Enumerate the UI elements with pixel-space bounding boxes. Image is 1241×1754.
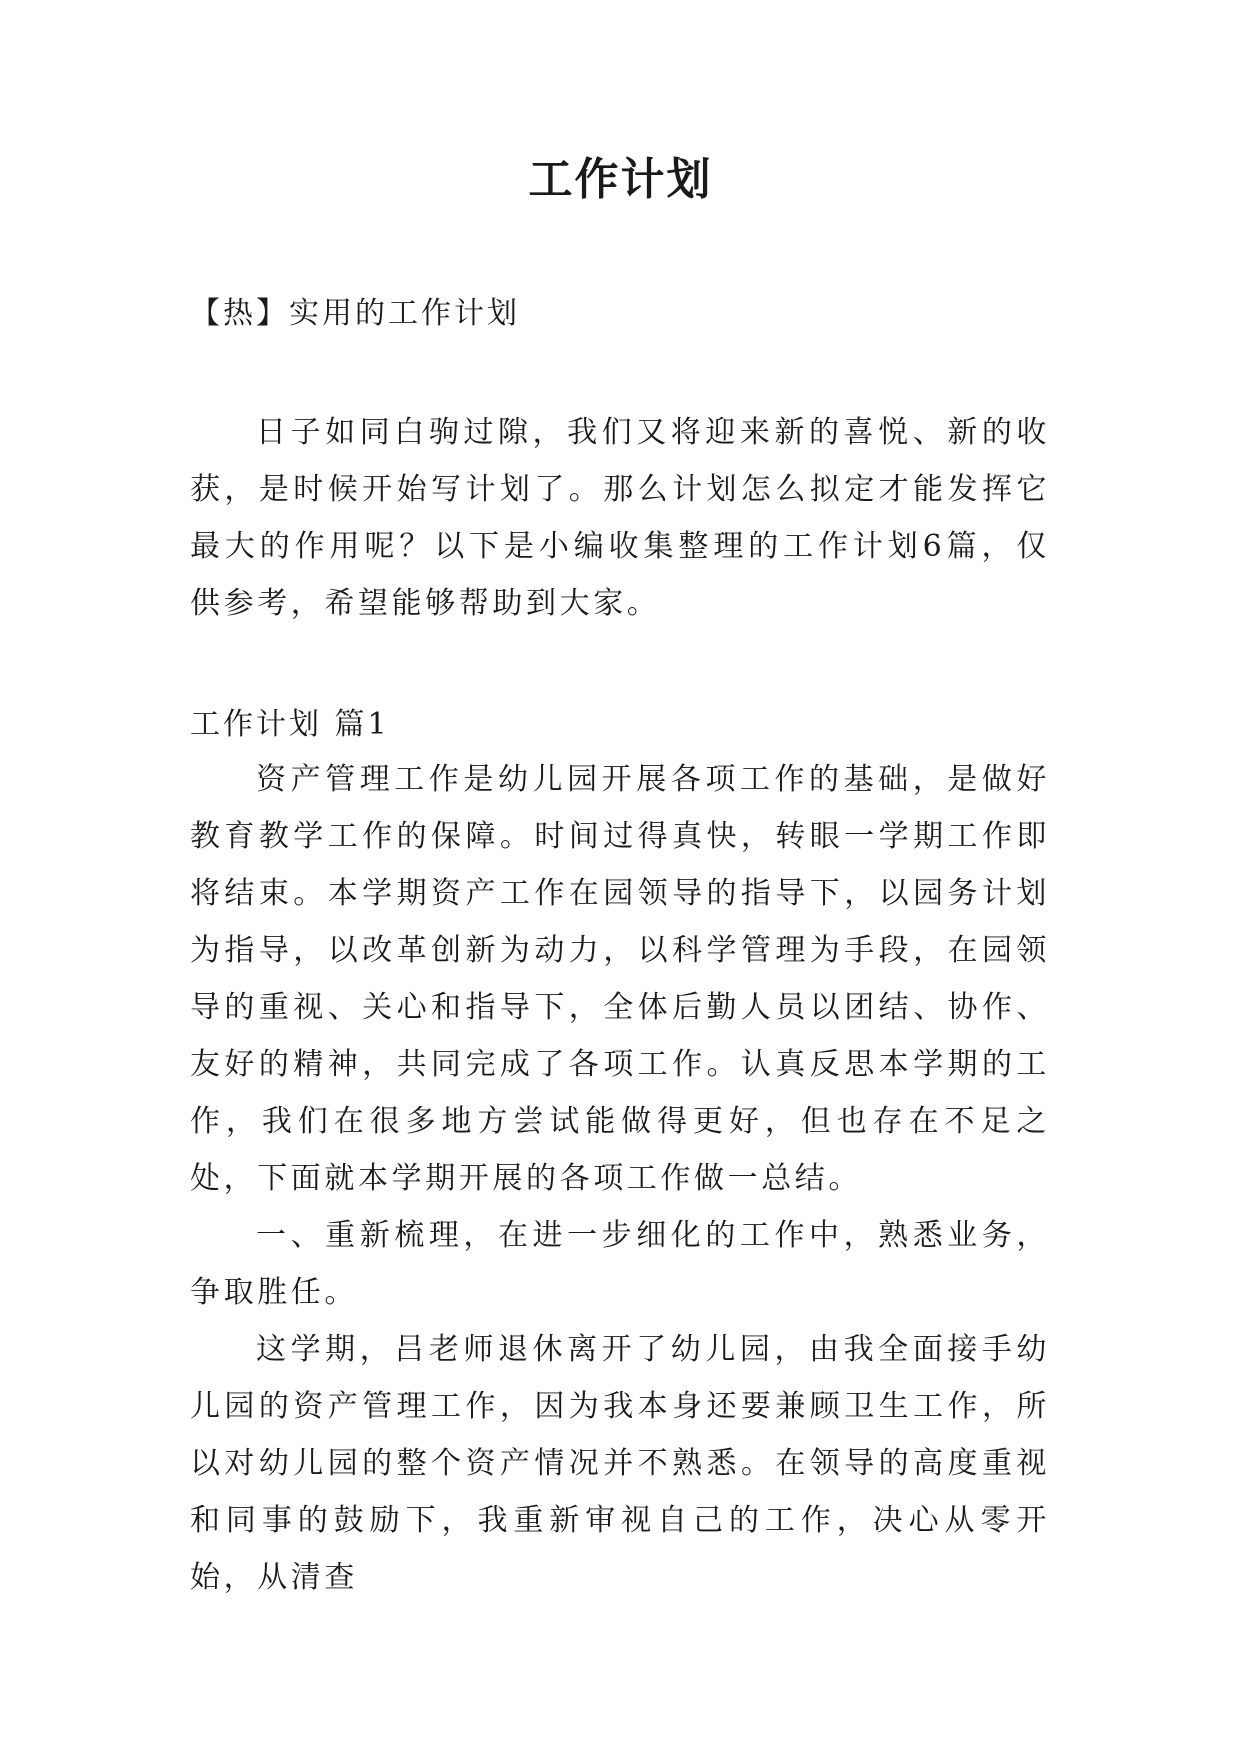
document-subtitle: 【热】实用的工作计划 — [190, 296, 520, 331]
body-paragraph: 一、重新梳理，在进一步细化的工作中，熟悉业务，争取胜任。 — [190, 1218, 1050, 1310]
body-paragraph: 资产管理工作是幼儿园开展各项工作的基础，是做好教育教学工作的保障。时间过得真快，转眼一学期工作即将结束。本学期资产工作在园领导的指导下，以园务计划为指导，以改革创新为动力，以科学管理为手段，在园领导的重视、关心和指导下，全体后勤人员以团结、协作、友好的精神，共同完成了各项工作。认真反思本学期的工作，我们在很多地方尝试能做得更好，但也存在不足之处，下面就本学期开展的各项工作做一总结。 — [190, 762, 1050, 1196]
section-body — [190, 751, 1050, 1606]
body-paragraph: 这学期，吕老师退休离开了幼儿园，由我全面接手幼儿园的资产管理工作，因为我本身还要兼顾卫生工作，所以对幼儿园的整个资产情况并不熟悉。在领导的高度重视和同事的鼓励下，我重新审视自己的工作，决心从零开始，从清查 — [190, 1332, 1050, 1595]
section-heading: 工作计划 篇1 — [190, 707, 390, 742]
intro-paragraph: 日子如同白驹过隙，我们又将迎来新的喜悦、新的收获，是时候开始写计划了。那么计划怎么拟定才能发挥它最大的作用呢？以下是小编收集整理的工作计划6篇，仅供参考，希望能够帮助到大家。 — [190, 415, 1050, 621]
document-title: 工作计划 — [528, 154, 713, 205]
